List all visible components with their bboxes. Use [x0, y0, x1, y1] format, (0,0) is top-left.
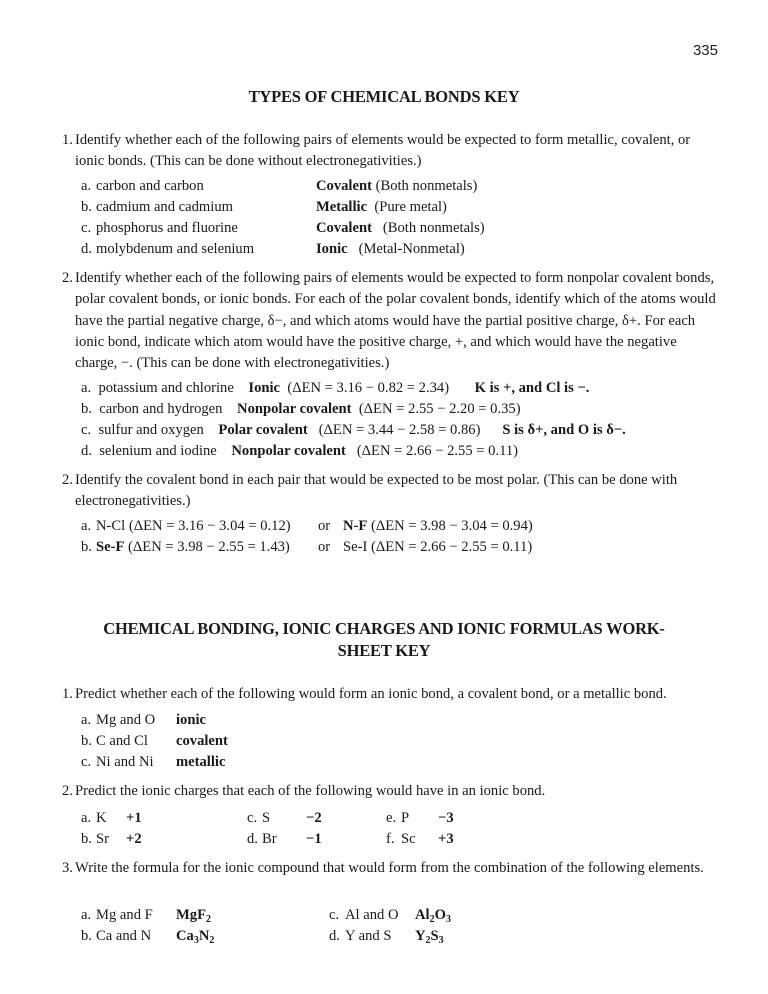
item-element: P	[401, 810, 410, 826]
item-calc: (ΔEN = 3.44 − 2.58 = 0.86)	[318, 422, 481, 438]
or-label: or	[318, 518, 331, 534]
item-formula: $Y_2S_3$	[415, 928, 444, 946]
question-number: 2.	[62, 270, 73, 286]
item-letter: a.	[81, 712, 92, 728]
item-charges: K is +, and Cl is −.	[474, 380, 590, 396]
item-letter: a.	[81, 380, 92, 396]
title-line-2: SHEET KEY	[337, 641, 431, 660]
item-pair: C and Cl	[96, 733, 148, 749]
item-charge: −2	[306, 810, 322, 826]
item-answer: Ionic	[248, 380, 281, 396]
question-text: Identify whether each of the following pairs of elements would be expected to form nonpolar covalent bonds, polar covalent bonds, or ionic bonds. For each of the polar covalent bonds, identify which of the atoms would have the partial negative charge, δ−, and which atoms would have the partial positive charge, δ+. For each ionic bond, indicate which atom would have the positive charge, +, and which would have the negative charge, −. (This can be done with electronegativities.)	[75, 270, 716, 372]
item-pair: Ca and N	[96, 928, 152, 944]
s2-question-2	[62, 781, 722, 802]
item-letter: d.	[247, 831, 258, 847]
item-letter: b.	[81, 733, 92, 749]
item-pair: sulfur and oxygen	[98, 422, 204, 438]
item-note: (Both nonmetals)	[375, 178, 478, 194]
question-number: 1.	[62, 686, 73, 702]
item-letter: e.	[386, 810, 397, 826]
item-letter: a.	[81, 810, 92, 826]
item-charge: −1	[306, 831, 322, 847]
item-answer: Covalent	[316, 220, 372, 236]
item-pair: Mg and O	[96, 712, 156, 728]
or-label: or	[318, 539, 331, 555]
item-element: Sr	[96, 831, 109, 847]
item-charge: +3	[438, 831, 454, 847]
item-note: (Both nonmetals)	[382, 220, 485, 236]
s2-question-1	[62, 684, 722, 705]
item-pair: carbon and carbon	[96, 178, 204, 194]
item-answer: metallic	[176, 754, 226, 770]
list-item	[81, 441, 518, 462]
item-answer: Metallic	[316, 199, 368, 215]
item-pair: Y and S	[345, 928, 392, 944]
item-pair: phosphorus and fluorine	[96, 220, 238, 236]
item-answer: Covalent	[316, 178, 372, 194]
list-item	[81, 420, 626, 441]
bond-calc: (ΔEN = 2.66 − 2.55 = 0.11)	[370, 539, 533, 555]
item-calc: (ΔEN = 2.66 − 2.55 = 0.11)	[356, 443, 519, 459]
list-item	[81, 399, 521, 420]
item-letter: a.	[81, 907, 92, 923]
item-pair: selenium and iodine	[99, 443, 217, 459]
s1-question-1	[62, 130, 722, 173]
question-number: 2.	[62, 472, 73, 488]
item-letter: a.	[81, 518, 92, 534]
question-text: Write the formula for the ionic compound that would form from the combination of the following elements.	[75, 860, 704, 876]
item-element: Sc	[401, 831, 416, 847]
item-note: (Pure metal)	[374, 199, 447, 215]
item-right	[343, 537, 532, 558]
s1-question-2	[62, 268, 722, 374]
item-letter: c.	[247, 810, 258, 826]
item-calc: (ΔEN = 2.55 − 2.20 = 0.35)	[358, 401, 521, 417]
item-pair: Mg and F	[96, 907, 153, 923]
item-formula: $Ca_3N_2$	[176, 928, 215, 946]
item-pair: Al and O	[345, 907, 399, 923]
bond-name: Se-F	[96, 539, 125, 555]
item-pair: carbon and hydrogen	[99, 401, 223, 417]
page-number: 335	[692, 42, 718, 59]
item-letter: d.	[81, 241, 92, 257]
section-title-chemical-bonding-worksheet	[0, 618, 768, 662]
item-element: Br	[262, 831, 277, 847]
bond-calc: (ΔEN = 3.98 − 3.04 = 0.94)	[370, 518, 533, 534]
item-pair: molybdenum and selenium	[96, 241, 255, 257]
item-answer: ionic	[176, 712, 206, 728]
item-answer: Polar covalent	[218, 422, 308, 438]
item-letter: b.	[81, 539, 92, 555]
bond-name: Se-I	[343, 539, 368, 555]
question-number: 2.	[62, 783, 73, 799]
question-number: 1.	[62, 132, 73, 148]
item-answer-row	[316, 176, 477, 197]
item-letter: a.	[81, 178, 92, 194]
item-right	[343, 516, 533, 537]
item-answer-row	[316, 218, 485, 239]
question-text: Predict the ionic charges that each of the following would have in an ionic bond.	[75, 783, 546, 799]
item-answer-row	[316, 197, 447, 218]
item-formula: MgF$_2$	[176, 907, 211, 925]
item-note: (Metal-Nonmetal)	[358, 241, 465, 257]
item-letter: b.	[81, 831, 92, 847]
title-line-1: CHEMICAL BONDING, IONIC CHARGES AND IONIC FORMULAS WORK-	[103, 619, 665, 638]
question-text: Identify the covalent bond in each pair that would be expected to be most polar. (This can be done with electronegativities.)	[75, 472, 678, 510]
item-element: K	[96, 810, 107, 826]
item-answer: covalent	[176, 733, 228, 749]
item-formula: $Al_2O_3$	[415, 907, 451, 925]
question-number: 3.	[62, 860, 73, 876]
list-item	[81, 378, 589, 399]
s2-question-3	[62, 858, 722, 879]
section-title-types-of-chemical-bonds: TYPES OF CHEMICAL BONDS KEY	[248, 87, 520, 106]
item-answer: Ionic	[316, 241, 348, 257]
item-charge: +1	[126, 810, 142, 826]
item-charge: −3	[438, 810, 454, 826]
item-letter: b.	[81, 928, 92, 944]
bond-calc: (ΔEN = 3.98 − 2.55 = 1.43)	[128, 539, 290, 555]
item-pair: cadmium and cadmium	[96, 199, 233, 215]
item-letter: f.	[386, 831, 395, 847]
item-letter: b.	[81, 401, 92, 417]
item-letter: d.	[329, 928, 340, 944]
bond-name: N-Cl	[96, 518, 126, 534]
item-letter: c.	[81, 754, 92, 770]
item-letter: c.	[81, 422, 92, 438]
item-calc: (ΔEN = 3.16 − 0.82 = 2.34)	[287, 380, 450, 396]
item-answer: Nonpolar covalent	[237, 401, 352, 417]
item-pair: potassium and chlorine	[98, 380, 234, 396]
bond-name: N-F	[343, 518, 368, 534]
item-letter: c.	[329, 907, 340, 923]
s1-question-3	[62, 470, 722, 513]
item-element: S	[262, 810, 271, 826]
item-answer: Nonpolar covalent	[231, 443, 346, 459]
item-left	[96, 537, 290, 558]
item-left	[96, 516, 291, 537]
item-letter: c.	[81, 220, 92, 236]
item-answer-row	[316, 239, 465, 260]
question-text: Predict whether each of the following would form an ionic bond, a covalent bond, or a metallic bond.	[75, 686, 667, 702]
item-letter: b.	[81, 199, 92, 215]
item-charge: +2	[126, 831, 142, 847]
item-pair: Ni and Ni	[96, 754, 154, 770]
question-text: Identify whether each of the following pairs of elements would be expected to form metallic, covalent, or ionic bonds. (This can be done without electronegativities.)	[75, 132, 691, 170]
item-charges: S is δ+, and O is δ−.	[502, 422, 626, 438]
item-letter: d.	[81, 443, 92, 459]
bond-calc: (ΔEN = 3.16 − 3.04 = 0.12)	[128, 518, 291, 534]
